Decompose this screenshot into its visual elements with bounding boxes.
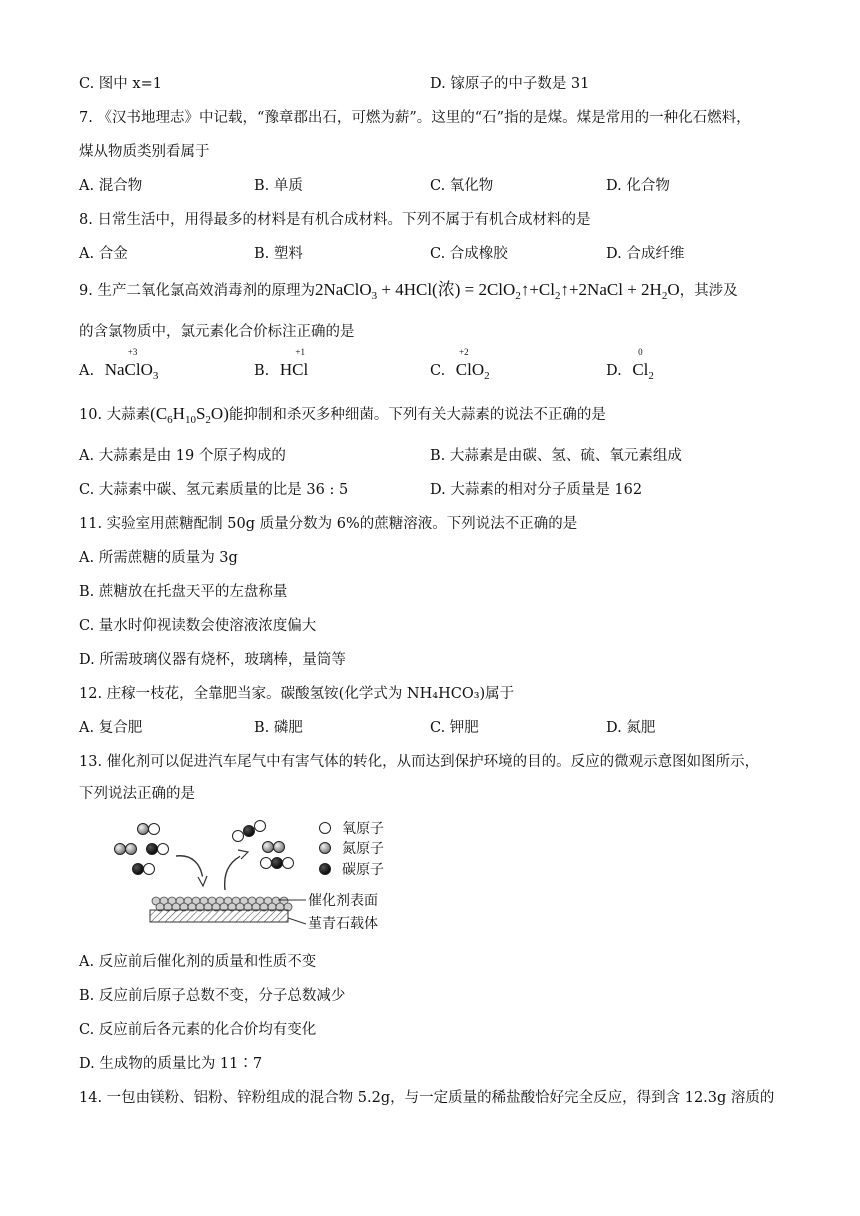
q12-option-d: D. 氮肥 xyxy=(606,720,656,736)
q9-option-b: B. HCl +1 xyxy=(254,347,309,379)
catalyst-label: 催化剂表面 xyxy=(308,893,378,909)
q9-option-a: A. NaCl +3 $O_3$ xyxy=(79,347,159,382)
q11-option-d: D. 所需玻璃仪器有烧杯，玻璃棒，量筒等 xyxy=(79,652,346,668)
q6-option-c: C. 图中 x=1 xyxy=(79,76,162,92)
q9-prefix: 9. 生产二氧化氯高效消毒剂的原理为 xyxy=(79,283,315,299)
q9-stem-line1 xyxy=(79,280,738,306)
q10-stem: 10. 大蒜素$(C_6H_{10}S_2O)$能抑制和杀灭多种细菌。下列有关大蒜素的说法不正确的是 xyxy=(79,404,606,426)
q9-formula-d: Cl 0 $_2$ xyxy=(632,347,654,382)
q13-option-c: C. 反应前后各元素的化合价均有变化 xyxy=(79,1022,317,1038)
q13-stem-line2: 下列说法正确的是 xyxy=(79,786,195,802)
atom-legend xyxy=(320,823,331,875)
q12-option-a: A. 复合肥 xyxy=(79,720,143,736)
q13-option-b: B. 反应前后原子总数不变，分子总数减少 xyxy=(79,988,346,1004)
q9-equation: 2NaClO$_3$ + 4HCl(浓) = $2ClO_2↑+Cl_2↑+2NaCl + 2H_2O$ xyxy=(314,280,680,302)
q12-option-b: B. 磷肥 xyxy=(254,720,303,736)
q10-option-c: C. 大蒜素中碳、氢元素质量的比是 36 : 5 xyxy=(79,482,349,498)
q8-option-d: D. 合成纤维 xyxy=(606,246,685,262)
q14-stem-line1: 14. 一包由镁粉、铝粉、锌粉组成的混合物 5.2g，与一定质量的稀盐酸恰好完全反应，得到含 12.3g 溶质的 xyxy=(79,1090,775,1106)
nitrogen-atom-icon xyxy=(320,843,331,854)
carbon-atom-icon xyxy=(320,864,331,875)
q8-stem: 8. 日常生活中，用得最多的材料是有机合成材料。下列不属于有机合成材料的是 xyxy=(79,212,591,228)
catalyst-diagram-svg xyxy=(110,814,390,940)
catalyst-surface xyxy=(152,897,292,911)
reactant-molecules xyxy=(115,824,169,875)
q9-stem-line2: 的含氯物质中，氯元素化合价标注正确的是 xyxy=(79,324,355,340)
q9-suffix: ，其涉及 xyxy=(679,283,738,299)
product-molecules xyxy=(233,821,294,869)
q7-option-d: D. 化合物 xyxy=(606,178,670,194)
q9-formula-b: HCl +1 xyxy=(279,347,309,379)
q9-option-c: C. Cl +2 $O_2$ xyxy=(430,347,490,382)
q8-option-a: A. 合金 xyxy=(79,246,128,262)
q10-option-b: B. 大蒜素是由碳、氢、硫、氧元素组成 xyxy=(430,448,682,464)
q11-option-c: C. 量水时仰视读数会使溶液浓度偏大 xyxy=(79,618,317,634)
legend-carbon: 碳原子 xyxy=(342,862,384,878)
q9-formula-a: NaCl +3 $O_3$ xyxy=(104,347,159,382)
q11-option-a: A. 所需蔗糖的质量为 3g xyxy=(79,550,238,566)
q7-option-b: B. 单质 xyxy=(254,178,303,194)
q13-option-d: D. 生成物的质量比为 11∶7 xyxy=(79,1056,263,1072)
q7-stem-line1: 7. 《汉书地理志》中记载，“豫章郡出石，可燃为薪”。这里的“石”指的是煤。煤是常用的一种化石燃料， xyxy=(79,110,751,126)
q7-option-c: C. 氧化物 xyxy=(430,178,494,194)
q12-option-c: C. 钾肥 xyxy=(430,720,479,736)
q13-stem-line1: 13. 催化剂可以促进汽车尾气中有害气体的转化，从而达到保护环境的目的。反应的微观示意图如图所示， xyxy=(79,754,760,770)
q10-formula: $(C_6H_{10}S_2O)$ xyxy=(150,404,229,426)
q8-option-b: B. 塑料 xyxy=(254,246,303,262)
desorption-arrow-icon xyxy=(225,854,245,890)
support-label: 堇青石载体 xyxy=(308,916,378,932)
q6-option-d: D. 镓原子的中子数是 31 xyxy=(430,76,590,92)
q11-stem: 11. 实验室用蔗糖配制 50g 质量分数为 6%的蔗糖溶液。下列说法不正确的是 xyxy=(79,516,578,532)
q11-option-b: B. 蔗糖放在托盘天平的左盘称量 xyxy=(79,584,288,600)
oxygen-atom-icon xyxy=(320,823,331,834)
cordierite-support xyxy=(150,910,288,922)
q10-option-a: A. 大蒜素是由 19 个原子构成的 xyxy=(79,448,286,464)
q10-option-d: D. 大蒜素的相对分子质量是 162 xyxy=(430,482,643,498)
q9-option-d: D. Cl 0 $_2$ xyxy=(606,347,654,382)
q7-stem-line2: 煤从物质类别看属于 xyxy=(79,144,210,160)
q13-option-a: A. 反应前后催化剂的质量和性质不变 xyxy=(79,954,317,970)
legend-nitrogen: 氮原子 xyxy=(342,841,384,857)
q12-stem: 12. 庄稼一枝花，全靠肥当家。碳酸氢铵(化学式为 NH₄HCO₃)属于 xyxy=(79,686,515,702)
q7-option-a: A. 混合物 xyxy=(79,178,143,194)
legend-oxygen: 氧原子 xyxy=(342,821,384,837)
catalyst-diagram xyxy=(110,814,390,940)
q9-formula-c: Cl +2 $O_2$ xyxy=(455,347,490,382)
q8-option-c: C. 合成橡胶 xyxy=(430,246,508,262)
